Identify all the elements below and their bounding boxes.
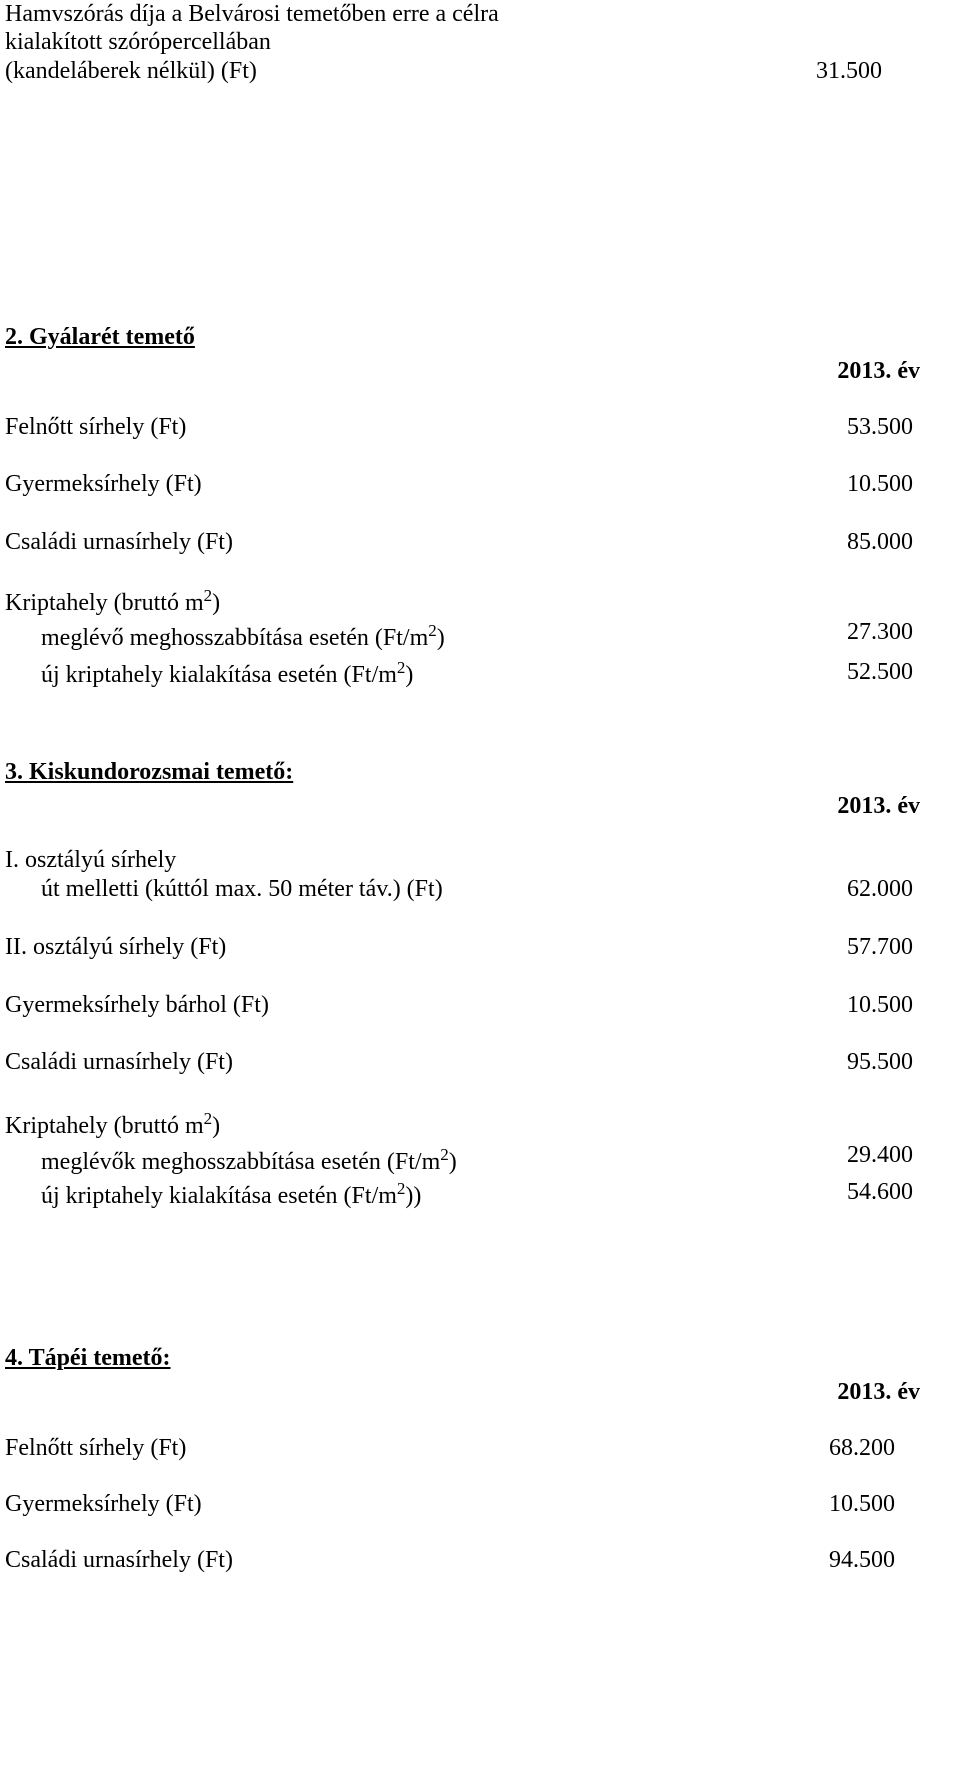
kiskundorozsma-csaladi-price: 95.500 [847,1049,913,1075]
tapei-gyermek-label: Gyermeksírhely (Ft) [5,1491,202,1517]
intro-line-3: (kandeláberek nélkül) (Ft) [5,58,257,84]
gyalaret-felnott-label: Felnőtt sírhely (Ft) [5,414,187,440]
tapei-csaladi-price: 94.500 [829,1547,895,1573]
kiskundorozsma-csaladi-label: Családi urnasírhely (Ft) [5,1049,233,1075]
tapei-csaladi-label: Családi urnasírhely (Ft) [5,1547,233,1573]
gyalaret-gyermek-label: Gyermeksírhely (Ft) [5,471,202,497]
gyalaret-felnott-price: 53.500 [847,414,913,440]
year-header-gyalaret: 2013. év [837,358,920,384]
section-title-kiskundorozsma: 3. Kiskundorozsmai temető: [5,759,294,785]
section-title-gyalaret: 2. Gyálarét temető [5,324,195,350]
kiskundorozsma-osztaly1-sub: út melletti (kúttól max. 50 méter táv.) (Ft) [41,876,443,902]
kiskundorozsma-kripta-uj-label: új kriptahely kialakítása esetén $(Ft/m^2)$) [41,1179,422,1209]
gyalaret-gyermek-price: 10.500 [847,471,913,497]
kiskundorozsma-kripta-uj-price: 54.600 [847,1179,913,1205]
gyalaret-kripta-meglevo-price: 27.300 [847,619,913,645]
gyalaret-csaladi-label: Családi urnasírhely (Ft) [5,529,233,555]
tapei-gyermek-price: 10.500 [829,1491,895,1517]
gyalaret-kripta-uj-label: új kriptahely kialakítása esetén $(Ft/m^2)$ [41,658,414,688]
kiskundorozsma-osztaly2-label: II. osztályú sírhely (Ft) [5,934,227,960]
intro-line-2: kialakított szórópercellában [5,29,271,55]
kiskundorozsma-osztaly2-price: 57.700 [847,934,913,960]
intro-line-1: Hamvszórás díja a Belvárosi temetőben erre a célra [5,1,499,27]
gyalaret-kripta-label: Kriptahely (bruttó $m^2$) [5,586,221,616]
kiskundorozsma-kripta-meglevo-label: meglévők meghosszabbítása esetén $(Ft/m^2)$ [41,1145,457,1175]
kiskundorozsma-osztaly1-label: I. osztályú sírhely [5,847,177,873]
gyalaret-csaladi-price: 85.000 [847,529,913,555]
kiskundorozsma-kripta-label: Kriptahely (bruttó $m^2$) [5,1109,221,1139]
year-header-kiskundorozsma: 2013. év [837,793,920,819]
kiskundorozsma-gyermek-price: 10.500 [847,992,913,1018]
kiskundorozsma-osztaly1-price: 62.000 [847,876,913,902]
section-title-tapei: 4. Tápéi temető: [5,1345,171,1371]
kiskundorozsma-gyermek-label: Gyermeksírhely bárhol (Ft) [5,992,269,1018]
kiskundorozsma-kripta-meglevo-price: 29.400 [847,1142,913,1168]
gyalaret-kripta-uj-price: 52.500 [847,659,913,685]
gyalaret-kripta-meglevo-label: meglévő meghosszabbítása esetén $(Ft/m^2)$ [41,621,445,651]
intro-price: 31.500 [816,58,882,84]
tapei-felnott-price: 68.200 [829,1435,895,1461]
tapei-felnott-label: Felnőtt sírhely (Ft) [5,1435,187,1461]
year-header-tapei: 2013. év [837,1379,920,1405]
